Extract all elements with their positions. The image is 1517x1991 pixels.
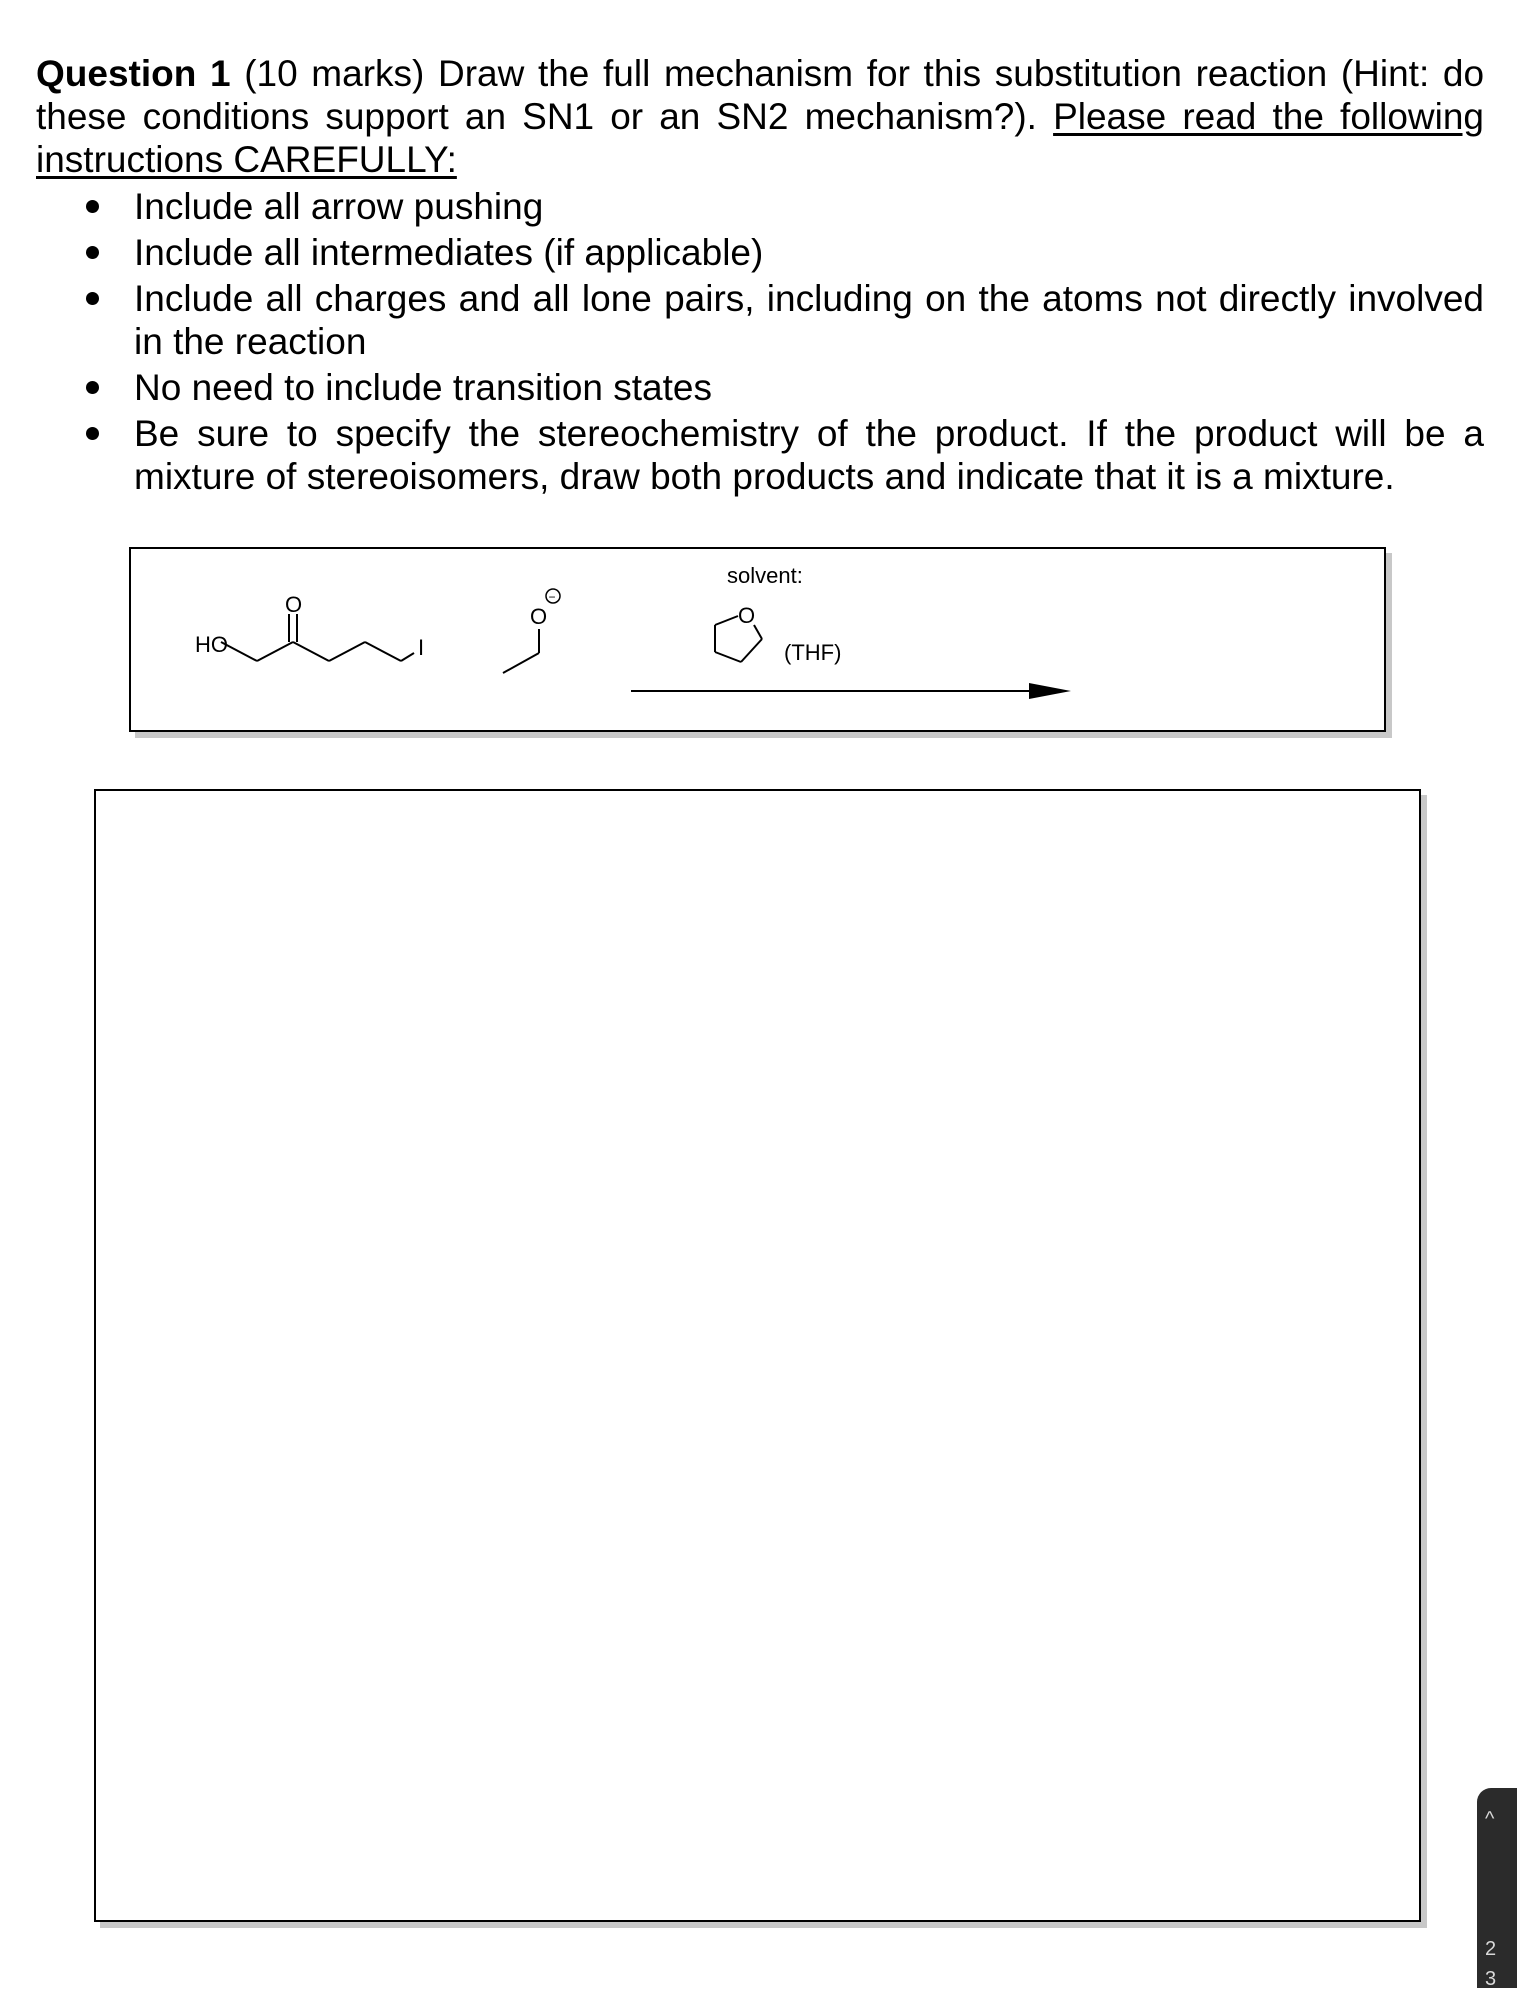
- reaction-arrow: [631, 683, 1071, 699]
- question-number: Question 1: [36, 53, 231, 94]
- instructions-heading: Please read the following instructions CAREFULLY:: [36, 96, 1485, 180]
- bond: [715, 616, 738, 625]
- instruction-item: No need to include transition states: [0, 366, 1490, 409]
- reaction-scheme-box: [129, 547, 1386, 732]
- bond: [715, 652, 741, 662]
- bond: [257, 642, 293, 661]
- iodide-label: I: [418, 635, 425, 660]
- reaction-scheme: [131, 549, 1384, 730]
- bond: [401, 653, 414, 661]
- answer-box[interactable]: [94, 789, 1421, 1922]
- instruction-item: Include all charges and all lone pairs, including on the atoms not directly involved in the reaction: [0, 277, 1490, 363]
- solvent-label: solvent:: [727, 563, 803, 588]
- question-intro: [36, 52, 1484, 181]
- solvent-name: (THF): [784, 640, 842, 665]
- bond: [365, 642, 401, 661]
- tab-glyph: 2: [1485, 1938, 1497, 1960]
- bond: [329, 642, 365, 661]
- question-text: (10 marks) Draw the full mechanism for this substitution reaction (Hint: do these conditions support an SN1 or an SN2 mechanism?).: [36, 53, 1485, 137]
- thf-oxygen-label: O: [738, 603, 756, 628]
- instruction-item: Include all arrow pushing: [0, 185, 1490, 228]
- side-tab[interactable]: [1477, 1788, 1517, 1988]
- instruction-list: [0, 185, 1490, 501]
- instruction-item: Include all intermediates (if applicable): [0, 231, 1490, 274]
- substrate-structure: [221, 614, 414, 661]
- bond: [741, 639, 762, 662]
- negative-charge-sign: −: [548, 590, 556, 604]
- bond: [293, 642, 329, 661]
- arrow-head: [1029, 683, 1071, 699]
- instruction-item: Be sure to specify the stereochemistry of the product. If the product will be a mixture of stereoisomers, draw both products and indicate that it is a mixture.: [0, 412, 1490, 498]
- tab-glyph: ^: [1485, 1808, 1495, 1830]
- hydroxyl-label: HO: [195, 632, 228, 657]
- tab-glyph: 3: [1485, 1968, 1497, 1990]
- bond: [503, 653, 539, 673]
- bond: [754, 625, 762, 639]
- carbonyl-oxygen-label: O: [285, 592, 303, 617]
- alkoxide-oxygen-label: O: [530, 604, 548, 629]
